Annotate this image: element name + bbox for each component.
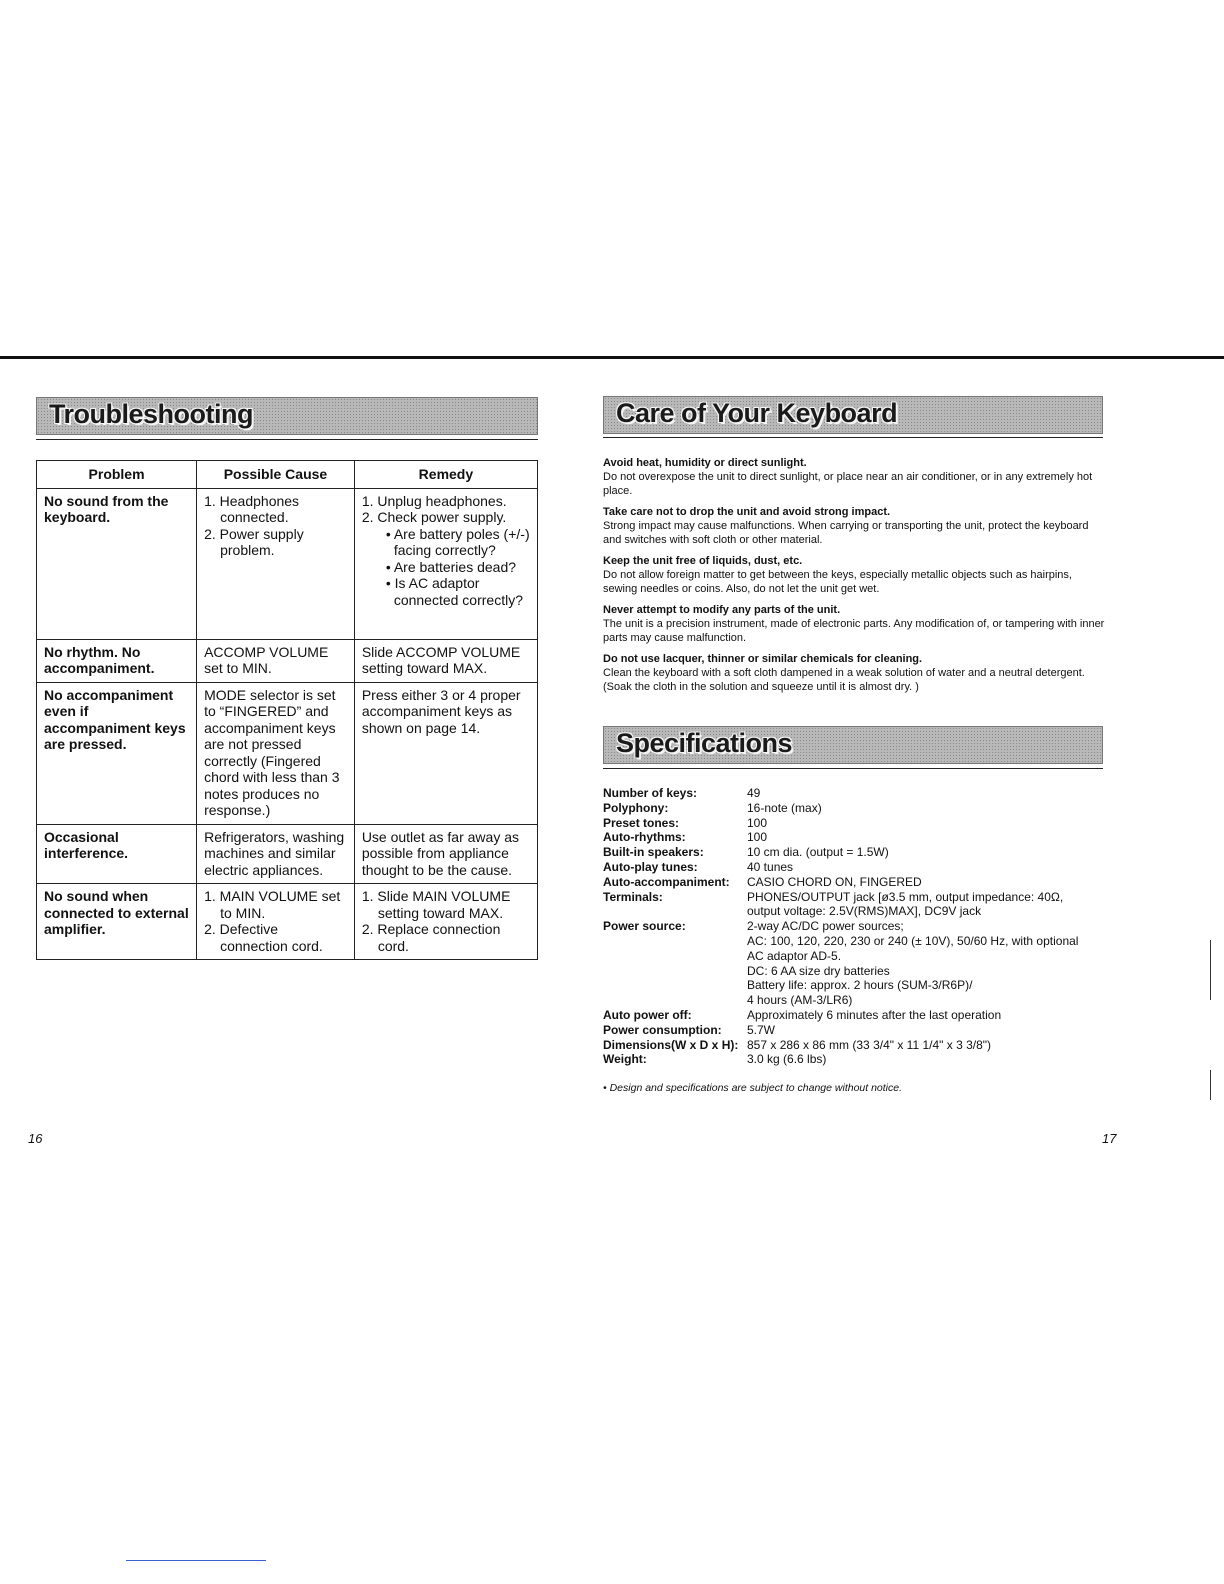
header-possible-cause: Possible Cause (197, 461, 355, 489)
check-item: • Are batteries dead? (385, 558, 517, 575)
check-item: • Is AC adaptor connected correctly? (385, 575, 523, 608)
spec-row (603, 801, 1123, 816)
specs-note: • Design and specifications are subject to change without notice. (603, 1082, 903, 1094)
page-number-right: 17 (1102, 1131, 1117, 1146)
care-body: Do not overexpose the unit to direct sunlight, or place near an air conditioner, or in any extremely hot place. (603, 471, 1093, 497)
spec-value: 49 (747, 786, 761, 800)
spec-row (603, 830, 1123, 845)
spec-value: 10 cm dia. (output = 1.5W) (747, 845, 889, 860)
specs-title: Specifications (616, 728, 793, 758)
spec-value-line: PHONES/OUTPUT jack [ø3.5 mm, output impedance: 40Ω, (747, 889, 1064, 904)
spec-row (603, 1038, 1123, 1053)
spec-row (603, 1023, 1123, 1038)
spec-row (603, 816, 1123, 831)
care-item (603, 603, 1107, 645)
care-item (603, 554, 1107, 596)
spec-label: Terminals: (603, 889, 663, 904)
spec-value: 857 x 286 x 86 mm (33 3/4" x 11 1/4" x 3 3/8") (747, 1037, 992, 1052)
troubleshooting-title: Troubleshooting (49, 399, 253, 429)
care-body: Do not allow foreign matter to get between the keys, especially metallic objects such as hairpins, sewing needles or coins. Also, do not let the unit get wet. (603, 569, 1072, 595)
spec-row (603, 875, 1123, 890)
spec-row (603, 890, 1123, 920)
spec-value-line: 2-way AC/DC power sources; (747, 919, 904, 934)
header-problem: Problem (37, 461, 197, 489)
care-section (603, 456, 1107, 701)
spec-label: Auto-rhythms: (603, 830, 686, 845)
troubleshooting-table (36, 460, 538, 960)
table-row (37, 884, 538, 960)
cause-item: 1. Headphones connected. (204, 492, 300, 525)
care-banner-rule (603, 437, 1103, 438)
spec-label: Power consumption: (603, 1022, 722, 1037)
remedy-item: 2. Replace connection cord. (361, 921, 501, 954)
remedy-cell (354, 488, 537, 639)
remedy-cell: Use outlet as far away as possible from appliance thought to be the cause. (354, 824, 537, 884)
care-title: Care of Your Keyboard (616, 398, 898, 428)
spec-value-line: 4 hours (AM-3/LR6) (747, 993, 853, 1008)
table-row (37, 824, 538, 884)
spec-value: 100 (747, 815, 768, 830)
spec-value: CASIO CHORD ON, FINGERED (747, 874, 922, 889)
remedy-cell (354, 884, 537, 960)
spec-value-line: Battery life: approx. 2 hours (SUM-3/R6P)/ (747, 978, 973, 993)
spec-value-line: AC adaptor AD-5. (747, 948, 842, 963)
troubleshooting-banner-rule (36, 439, 538, 440)
top-rule (0, 356, 1224, 359)
spec-row (603, 919, 1123, 1008)
spec-label: Preset tones: (603, 815, 680, 830)
cause-cell: Refrigerators, washing machines and similar electric appliances. (197, 824, 355, 884)
spec-row (603, 860, 1123, 875)
problem-cell: Occasional interference. (37, 824, 197, 884)
scan-edge-line (1210, 940, 1211, 1000)
spec-label: Polyphony: (603, 800, 669, 815)
specs-banner-rule (603, 768, 1103, 769)
spec-row (603, 1008, 1123, 1023)
care-heading: Avoid heat, humidity or direct sunlight. (603, 457, 807, 469)
care-item (603, 505, 1107, 547)
remedy-cell: Press either 3 or 4 proper accompaniment keys as shown on page 14. (354, 682, 537, 824)
spec-value-line: AC: 100, 120, 220, 230 or 240 (± 10V), 50/60 Hz, with optional (747, 933, 1079, 948)
table-header-row (37, 461, 538, 489)
problem-cell: No rhythm. No accompaniment. (37, 639, 197, 682)
spec-value-line: output voltage: 2.5V(RMS)MAX], DC9V jack (747, 904, 982, 919)
spec-row (603, 786, 1123, 801)
problem-cell: No accompaniment even if accompaniment keys are pressed. (37, 682, 197, 824)
spec-label: Auto power off: (603, 1007, 692, 1022)
care-body: Strong impact may cause malfunctions. When carrying or transporting the unit, protect the keyboard and switches with soft cloth or other material. (603, 520, 1089, 546)
spec-value: 5.7W (747, 1022, 776, 1037)
cause-item: 2. Power supply problem. (204, 525, 304, 558)
cause-cell (197, 884, 355, 960)
footer-link-line (126, 1560, 266, 1561)
problem-cell: No sound when connected to external amplifier. (37, 884, 197, 960)
check-item: • Are battery poles (+/-) facing correctly? (385, 525, 530, 558)
troubleshooting-banner (36, 397, 538, 435)
spec-value: 3.0 kg (6.6 lbs) (747, 1052, 827, 1067)
scan-edge-line (1210, 1070, 1211, 1100)
table-row (37, 639, 538, 682)
care-heading: Keep the unit free of liquids, dust, etc. (603, 555, 803, 567)
care-item (603, 652, 1107, 694)
spec-label: Auto-play tunes: (603, 859, 698, 874)
spec-label: Built-in speakers: (603, 845, 704, 860)
cause-cell: MODE selector is set to “FINGERED” and accompaniment keys are not pressed correctly (Fingered chord with less than 3 notes produces no response.) (197, 682, 355, 824)
table-row (37, 682, 538, 824)
spec-value: 40 tunes (747, 859, 794, 874)
header-remedy: Remedy (354, 461, 537, 489)
care-heading: Take care not to drop the unit and avoid strong impact. (603, 506, 891, 518)
spec-value (747, 919, 1123, 1008)
spec-value-line: DC: 6 AA size dry batteries (747, 963, 890, 978)
specs-banner (603, 726, 1103, 764)
care-body: The unit is a precision instrument, made of electronic parts. Any modification of, or tampering with inner parts may cause malfunction. (603, 618, 1105, 644)
page-number-left: 16 (28, 1131, 43, 1146)
remedy-item: 1. Slide MAIN VOLUME setting toward MAX. (361, 888, 511, 921)
remedy-item: 2. Check power supply. (361, 509, 507, 525)
spec-label: Weight: (603, 1052, 647, 1067)
remedy-cell: Slide ACCOMP VOLUME setting toward MAX. (354, 639, 537, 682)
spec-row (603, 845, 1123, 860)
spec-value: 100 (747, 830, 768, 845)
specs-table (603, 786, 1123, 1067)
remedy-item: 1. Unplug headphones. (361, 492, 507, 509)
spec-label: Dimensions(W x D x H): (603, 1037, 739, 1052)
cause-item: 2. Defective connection cord. (204, 921, 323, 954)
care-heading: Do not use lacquer, thinner or similar chemicals for cleaning. (603, 653, 923, 665)
care-body: Clean the keyboard with a soft cloth dampened in a weak solution of water and a neutral detergent. (Soak the cloth in the solution and squeeze until it is almost dry. ) (603, 667, 1085, 693)
spec-value: Approximately 6 minutes after the last operation (747, 1007, 1002, 1022)
spec-value: 16-note (max) (747, 800, 822, 815)
cause-cell (197, 488, 355, 639)
spec-label: Auto-accompaniment: (603, 874, 730, 889)
care-banner (603, 396, 1103, 434)
care-heading: Never attempt to modify any parts of the unit. (603, 604, 841, 616)
spec-row (603, 1052, 1123, 1067)
cause-item: 1. MAIN VOLUME set to MIN. (204, 888, 341, 921)
table-row (37, 488, 538, 639)
problem-cell: No sound from the keyboard. (37, 488, 197, 639)
spec-label: Power source: (603, 919, 686, 934)
cause-cell: ACCOMP VOLUME set to MIN. (197, 639, 355, 682)
care-item (603, 456, 1107, 498)
spec-label: Number of keys: (603, 786, 698, 800)
spec-value (747, 890, 1123, 920)
